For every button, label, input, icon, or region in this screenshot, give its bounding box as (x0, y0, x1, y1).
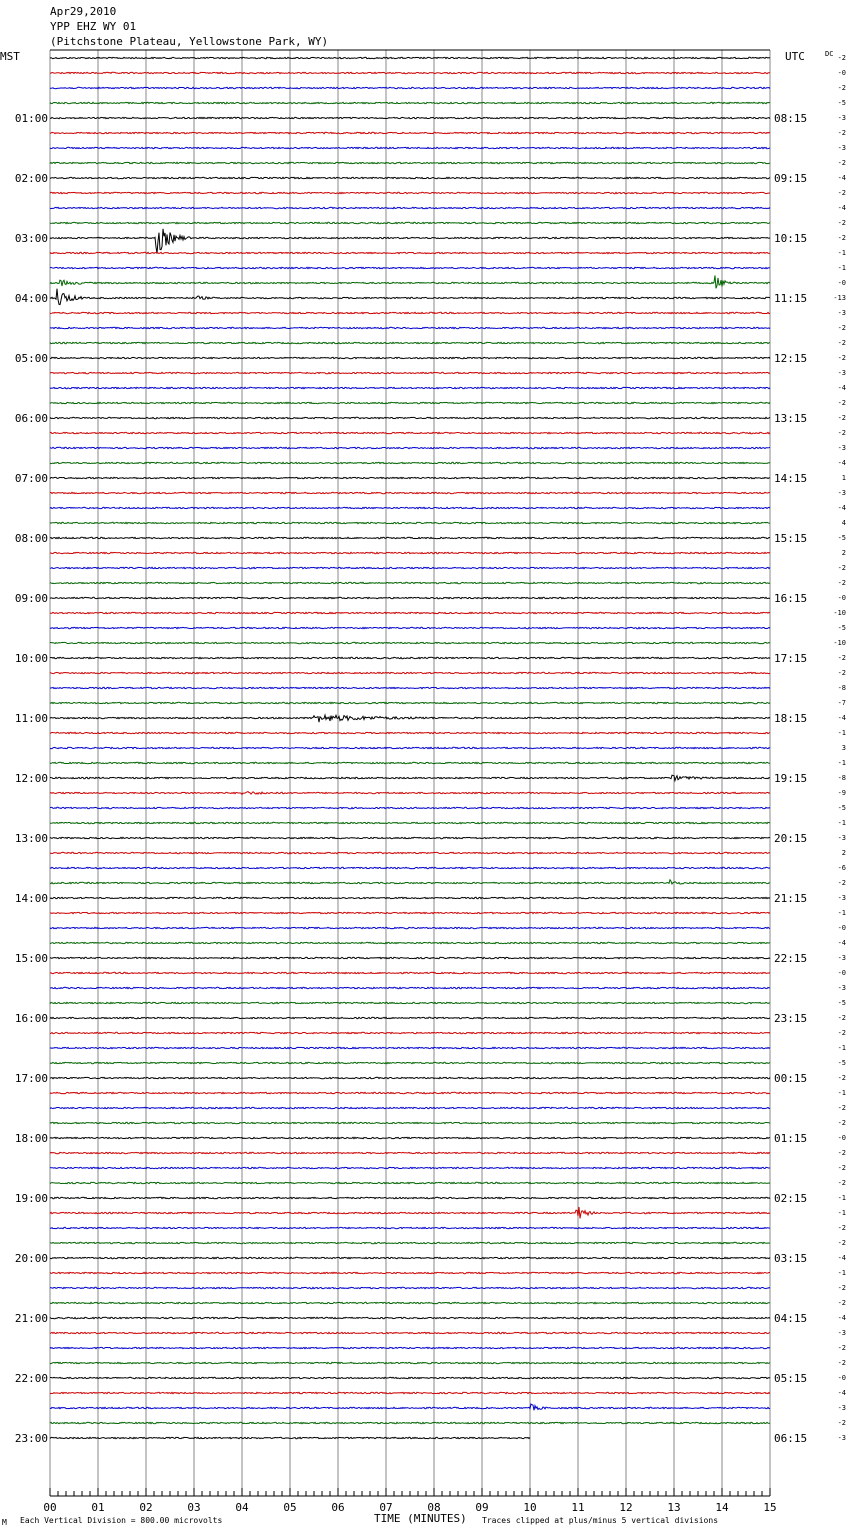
mst-hour-label: 04:00 (14, 292, 48, 305)
x-tick-label: 06 (331, 1501, 345, 1514)
dc-offset-label: -4 (837, 714, 846, 722)
mst-hour-label: 23:00 (14, 1432, 48, 1445)
mst-hour-label: 07:00 (14, 472, 48, 485)
dc-offset-label: -3 (837, 309, 846, 317)
trace-27 (50, 462, 770, 463)
dc-offset-label: -8 (837, 684, 846, 692)
utc-hour-label: 06:15 (774, 1432, 808, 1445)
x-tick-label: 09 (475, 1501, 489, 1514)
utc-hour-label: 21:15 (774, 892, 808, 905)
x-tick-label: 10 (523, 1501, 537, 1514)
trace-12 (50, 229, 770, 254)
mst-hour-label: 19:00 (14, 1192, 48, 1205)
dc-offset-label: -5 (837, 999, 846, 1007)
dc-offset-label: -3 (837, 984, 846, 992)
mst-hour-label: 15:00 (14, 952, 48, 965)
mst-hour-label: 16:00 (14, 1012, 48, 1025)
dc-offset-label: -2 (837, 1074, 846, 1082)
trace-66 (50, 1047, 770, 1048)
trace-10 (50, 207, 770, 208)
utc-hour-label: 22:15 (774, 952, 808, 965)
x-tick-label: 15 (763, 1501, 777, 1514)
trace-74 (50, 1167, 770, 1168)
trace-51 (50, 822, 770, 823)
dc-offset-label: -1 (837, 1089, 846, 1097)
dc-offset-label: -2 (837, 219, 846, 227)
trace-50 (50, 807, 770, 808)
trace-39 (50, 642, 770, 643)
utc-hour-label: 02:15 (774, 1192, 808, 1205)
dc-offset-label: -2 (837, 879, 846, 887)
dc-offset-label: -1 (837, 1194, 846, 1202)
clipping-note: Traces clipped at plus/minus 5 vertical divisions (482, 1516, 719, 1525)
trace-35 (50, 582, 770, 583)
trace-88 (50, 1377, 770, 1378)
x-tick-label: 14 (715, 1501, 729, 1514)
dc-offset-label: -2 (837, 129, 846, 137)
x-tick-label: 00 (43, 1501, 57, 1514)
trace-79 (50, 1242, 770, 1243)
trace-78 (50, 1227, 770, 1228)
dc-offset-label: -2 (837, 1014, 846, 1022)
corner-mark: M (2, 1518, 7, 1527)
trace-85 (50, 1332, 770, 1333)
dc-offset-label: -6 (837, 864, 846, 872)
dc-offset-label: -1 (837, 1269, 846, 1277)
chart-date: Apr29,2010 (50, 5, 117, 18)
trace-11 (50, 222, 770, 223)
dc-offset-label: -4 (837, 939, 846, 947)
x-tick-label: 07 (379, 1501, 393, 1514)
dc-offset-label: -5 (837, 804, 846, 812)
x-tick-label: 02 (139, 1501, 153, 1514)
dc-offset-label: -4 (837, 1389, 846, 1397)
utc-hour-label: 01:15 (774, 1132, 808, 1145)
dc-offset-label: 4 (841, 519, 846, 527)
utc-hour-label: 15:15 (774, 532, 808, 545)
dc-offset-label: -2 (837, 669, 846, 677)
trace-7 (50, 162, 770, 163)
dc-offset-label: -2 (837, 1164, 846, 1172)
dc-offset-label: -2 (837, 1284, 846, 1292)
mst-hour-label: 03:00 (14, 232, 48, 245)
utc-label: UTC (785, 50, 805, 63)
trace-6 (50, 147, 770, 148)
dc-offset-label: -5 (837, 624, 846, 632)
trace-45 (50, 732, 770, 733)
dc-offset-label: -2 (837, 1359, 846, 1367)
dc-offset-label: -2 (837, 1224, 846, 1232)
utc-hour-label: 08:15 (774, 112, 808, 125)
trace-36 (50, 597, 770, 598)
utc-hour-label: 10:15 (774, 232, 808, 245)
vertical-division-note: Each Vertical Division = 800.00 microvolts (20, 1516, 223, 1525)
trace-4 (50, 117, 770, 118)
dc-offset-label: -2 (837, 339, 846, 347)
dc-offset-label: -3 (837, 954, 846, 962)
trace-15 (50, 275, 770, 288)
dc-offset-label: -7 (837, 699, 846, 707)
dc-offset-label: 2 (841, 849, 846, 857)
dc-offset-label: -2 (837, 1149, 846, 1157)
trace-20 (50, 357, 770, 358)
mst-hour-label: 12:00 (14, 772, 48, 785)
dc-offset-label: -0 (837, 279, 846, 287)
dc-offset-label: -4 (837, 459, 846, 467)
utc-hour-label: 05:15 (774, 1372, 808, 1385)
trace-70 (50, 1107, 770, 1108)
station-code: YPP EHZ WY 01 (50, 20, 137, 33)
trace-80 (50, 1257, 770, 1258)
trace-14 (50, 267, 770, 268)
minute-gridlines (50, 50, 770, 1496)
dc-offset-label: -0 (837, 924, 846, 932)
utc-hour-label: 17:15 (774, 652, 808, 665)
mst-hour-label: 18:00 (14, 1132, 48, 1145)
utc-hour-label: 13:15 (774, 412, 808, 425)
dc-offset-label: -2 (837, 1104, 846, 1112)
trace-32 (50, 537, 770, 538)
utc-hour-label: 00:15 (774, 1072, 808, 1085)
trace-42 (50, 687, 770, 688)
dc-offset-label: 3 (841, 744, 846, 752)
x-tick-label: 05 (283, 1501, 297, 1514)
dc-offset-label: -1 (837, 249, 846, 257)
trace-40 (50, 657, 770, 658)
trace-41 (50, 672, 770, 673)
utc-hour-label: 19:15 (774, 772, 808, 785)
dc-offset-label: -2 (837, 579, 846, 587)
trace-76 (50, 1197, 770, 1198)
dc-offset-label: -10 (833, 609, 846, 617)
dc-offset-label: -3 (837, 1404, 846, 1412)
dc-offset-label: -3 (837, 834, 846, 842)
trace-87 (50, 1362, 770, 1363)
trace-3 (50, 102, 770, 103)
dc-offset-label: -5 (837, 1059, 846, 1067)
dc-offset-label: -3 (837, 1329, 846, 1337)
trace-69 (50, 1092, 770, 1093)
trace-89 (50, 1392, 770, 1393)
trace-29 (50, 492, 770, 493)
dc-offset-label: -4 (837, 204, 846, 212)
trace-30 (50, 507, 770, 508)
trace-9 (50, 192, 770, 193)
trace-43 (50, 702, 770, 703)
trace-77 (50, 1207, 770, 1218)
x-tick-label: 03 (187, 1501, 201, 1514)
mst-hour-label: 08:00 (14, 532, 48, 545)
trace-57 (50, 912, 770, 913)
dc-offset-label: -8 (837, 774, 846, 782)
trace-72 (50, 1137, 770, 1138)
trace-63 (50, 1002, 770, 1003)
dc-offset-label: 2 (841, 549, 846, 557)
trace-83 (50, 1302, 770, 1303)
dc-offset-label: -0 (837, 1134, 846, 1142)
x-tick-label: 04 (235, 1501, 249, 1514)
dc-offset-label: -2 (837, 189, 846, 197)
dc-offset-label: -5 (837, 99, 846, 107)
utc-hour-label: 16:15 (774, 592, 808, 605)
trace-47 (50, 762, 770, 763)
trace-59 (50, 942, 770, 943)
utc-hour-label: 11:15 (774, 292, 808, 305)
trace-25 (50, 432, 770, 433)
mst-hour-label: 09:00 (14, 592, 48, 605)
mst-hour-label: 14:00 (14, 892, 48, 905)
trace-90 (50, 1404, 770, 1410)
trace-84 (50, 1317, 770, 1318)
utc-hour-label: 04:15 (774, 1312, 808, 1325)
trace-62 (50, 987, 770, 988)
dc-offset-label: -3 (837, 1434, 846, 1442)
seismic-traces (50, 57, 770, 1438)
trace-52 (50, 837, 770, 838)
utc-hour-label: 18:15 (774, 712, 808, 725)
trace-19 (50, 342, 770, 343)
mst-hour-label: 11:00 (14, 712, 48, 725)
dc-offset-label: -2 (837, 324, 846, 332)
dc-offset-label: -4 (837, 1314, 846, 1322)
trace-1 (50, 72, 770, 73)
trace-53 (50, 852, 770, 853)
dc-offset-label: -2 (837, 84, 846, 92)
dc-offset-label: -1 (837, 729, 846, 737)
mst-label: MST (0, 50, 20, 63)
time-axis (43, 1488, 776, 1514)
mst-hour-label: 05:00 (14, 352, 48, 365)
dc-offset-label: -3 (837, 444, 846, 452)
dc-offset-label: -2 (837, 354, 846, 362)
dc-offset-label: -2 (837, 414, 846, 422)
trace-64 (50, 1017, 770, 1018)
trace-55 (50, 880, 770, 884)
dc-offset-label: -2 (837, 1119, 846, 1127)
dc-offset-label: 1 (841, 474, 846, 482)
dc-offset-label: -2 (837, 1419, 846, 1427)
dc-offset-label: -1 (837, 759, 846, 767)
trace-8 (50, 177, 770, 178)
trace-71 (50, 1122, 770, 1123)
dc-offset-label: -3 (837, 144, 846, 152)
x-tick-label: 12 (619, 1501, 633, 1514)
dc-offset-label: -0 (837, 1374, 846, 1382)
dc-offset-label: -0 (837, 594, 846, 602)
dc-offset-label: -2 (837, 1344, 846, 1352)
trace-5 (50, 132, 770, 133)
trace-61 (50, 972, 770, 973)
trace-46 (50, 747, 770, 748)
utc-hour-label: 12:15 (774, 352, 808, 365)
dc-offset-label: -4 (837, 504, 846, 512)
dc-offset-label: -1 (837, 819, 846, 827)
dc-offset-label: -2 (837, 564, 846, 572)
mst-hour-label: 22:00 (14, 1372, 48, 1385)
dc-offset-label: -3 (837, 489, 846, 497)
dc-offset-label: -1 (837, 909, 846, 917)
dc-offset-label: -0 (837, 69, 846, 77)
trace-58 (50, 927, 770, 928)
trace-60 (50, 957, 770, 958)
dc-offset-label: -2 (837, 399, 846, 407)
trace-18 (50, 327, 770, 328)
trace-38 (50, 627, 770, 628)
trace-75 (50, 1182, 770, 1183)
dc-offset-label: -13 (833, 294, 846, 302)
mst-hour-label: 10:00 (14, 652, 48, 665)
dc-offset-label: -3 (837, 894, 846, 902)
dc-offset-label: -3 (837, 369, 846, 377)
dc-offset-label: -9 (837, 789, 846, 797)
trace-26 (50, 447, 770, 448)
x-axis-title: TIME (MINUTES) (374, 1512, 467, 1525)
mst-hour-label: 01:00 (14, 112, 48, 125)
utc-hour-label: 03:15 (774, 1252, 808, 1265)
dc-label: DC (825, 50, 834, 58)
trace-24 (50, 417, 770, 418)
x-tick-label: 13 (667, 1501, 681, 1514)
trace-68 (50, 1077, 770, 1078)
dc-offset-label: -2 (837, 159, 846, 167)
trace-56 (50, 897, 770, 898)
trace-91 (50, 1422, 770, 1423)
trace-23 (50, 402, 770, 403)
dc-offset-label: -1 (837, 264, 846, 272)
dc-offset-label: -4 (837, 384, 846, 392)
trace-17 (50, 312, 770, 313)
trace-82 (50, 1287, 770, 1288)
trace-67 (50, 1062, 770, 1063)
trace-33 (50, 552, 770, 553)
dc-offset-label: -2 (837, 1029, 846, 1037)
mst-hour-label: 17:00 (14, 1072, 48, 1085)
trace-28 (50, 477, 770, 478)
utc-hour-label: 23:15 (774, 1012, 808, 1025)
trace-13 (50, 252, 770, 253)
trace-31 (50, 522, 770, 523)
mst-hour-label: 20:00 (14, 1252, 48, 1265)
trace-81 (50, 1272, 770, 1273)
utc-hour-label: 20:15 (774, 832, 808, 845)
dc-offset-label: -2 (837, 654, 846, 662)
dc-offset-label: -2 (837, 54, 846, 62)
mst-hour-label: 21:00 (14, 1312, 48, 1325)
dc-offset-label: -2 (837, 429, 846, 437)
utc-hour-label: 09:15 (774, 172, 808, 185)
dc-offset-label: -4 (837, 1254, 846, 1262)
dc-offset-label: -2 (837, 1179, 846, 1187)
trace-22 (50, 387, 770, 388)
dc-offset-label: -4 (837, 174, 846, 182)
dc-offset-label: -5 (837, 534, 846, 542)
trace-65 (50, 1032, 770, 1033)
station-location: (Pitchstone Plateau, Yellowstone Park, WY) (50, 35, 329, 48)
trace-44 (50, 715, 770, 722)
x-tick-label: 11 (571, 1501, 585, 1514)
dc-offset-label: -3 (837, 114, 846, 122)
mst-hour-label: 13:00 (14, 832, 48, 845)
mst-hour-label: 02:00 (14, 172, 48, 185)
trace-37 (50, 612, 770, 613)
trace-73 (50, 1152, 770, 1153)
utc-hour-label: 14:15 (774, 472, 808, 485)
trace-16 (50, 289, 770, 305)
dc-offset-label: -2 (837, 1299, 846, 1307)
dc-offset-label: -10 (833, 639, 846, 647)
trace-48 (50, 775, 770, 780)
dc-offset-label: -2 (837, 1239, 846, 1247)
x-tick-label: 08 (427, 1501, 441, 1514)
mst-hour-label: 06:00 (14, 412, 48, 425)
dc-offset-label: -1 (837, 1044, 846, 1052)
trace-21 (50, 372, 770, 373)
trace-86 (50, 1347, 770, 1348)
x-tick-label: 01 (91, 1501, 105, 1514)
trace-34 (50, 567, 770, 568)
dc-offset-label: -1 (837, 1209, 846, 1217)
trace-0 (50, 57, 770, 58)
trace-2 (50, 87, 770, 88)
trace-54 (50, 867, 770, 868)
dc-offset-label: -0 (837, 969, 846, 977)
dc-offset-label: -2 (837, 234, 846, 242)
trace-49 (50, 792, 770, 795)
